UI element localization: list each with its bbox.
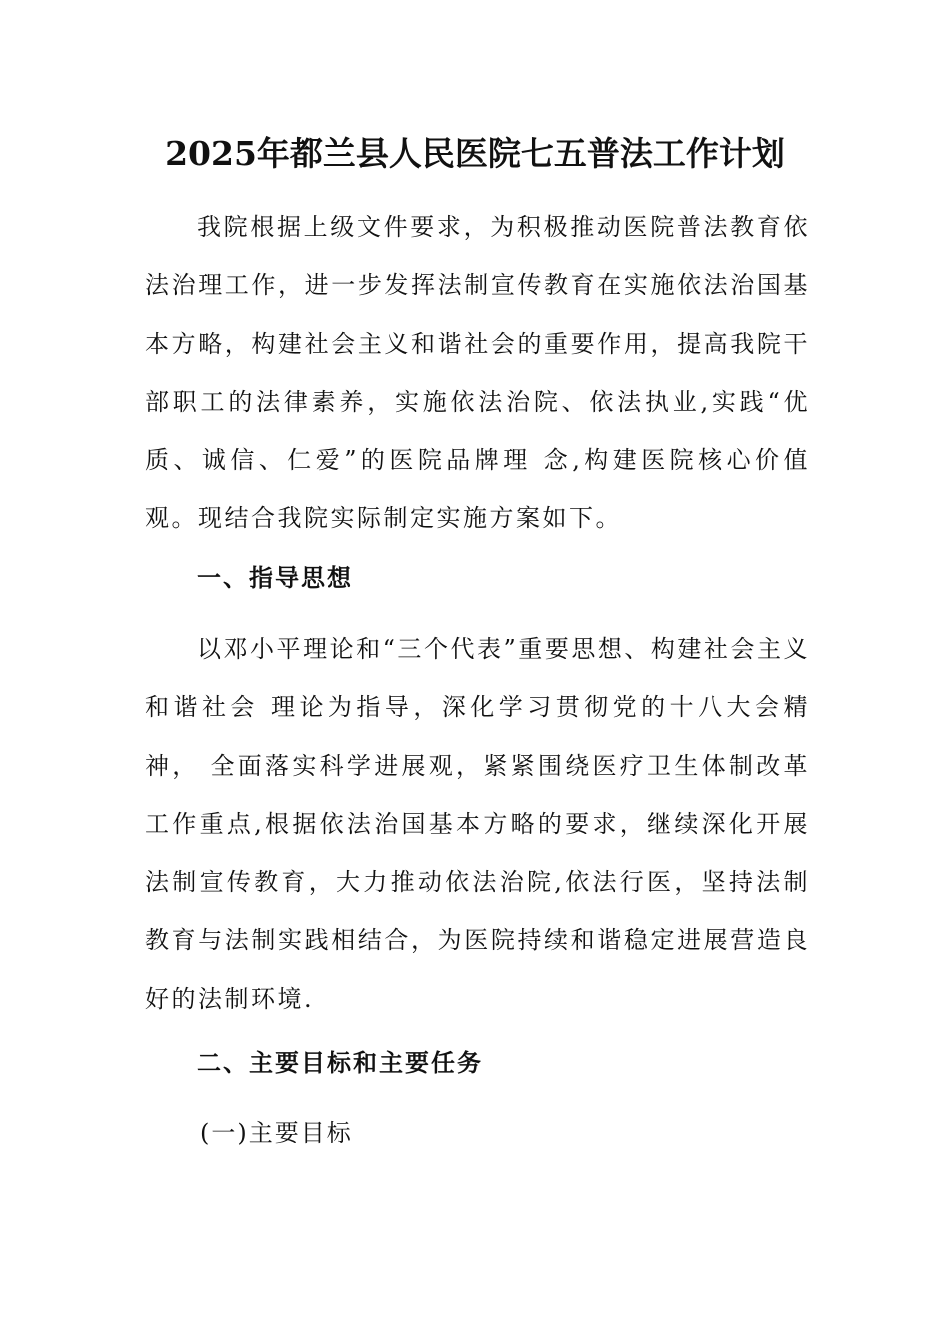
document-title: 2025年都兰县人民医院七五普法工作计划 xyxy=(165,134,785,173)
guiding-ideology-paragraph: 以邓小平理论和“三个代表”重要思想、构建社会主义和谐社会 理论为指导，深化学习贯彻党的十八大会精神， 全面落实科学进展观，紧紧围绕医疗卫生体制改革工作重点,根据依法治国基本方略的要求，继续深化开展法制宣传教育，大力推动依法治院,依法行医，坚持法制教育与法制实践相结合，为医院持续和谐稳定进展营造良好的法制环境. xyxy=(145,635,810,1013)
section-heading-guiding-ideology: 一、指导思想 xyxy=(197,563,353,592)
subsection-heading-main-goals: (一)主要目标 xyxy=(200,1119,353,1147)
intro-paragraph: 我院根据上级文件要求，为积极推动医院普法教育依法治理工作，进一步发挥法制宣传教育在实施依法治国基本方略，构建社会主义和谐社会的重要作用，提高我院干部职工的法律素养，实施依法治院、依法执业,实践“优质、诚信、仁爱”的医院品牌理 念,构建医院核心价值观。现结合我院实际制定实施方案如下。 xyxy=(145,213,810,533)
section-heading-goals-tasks: 二、主要目标和主要任务 xyxy=(197,1048,483,1077)
